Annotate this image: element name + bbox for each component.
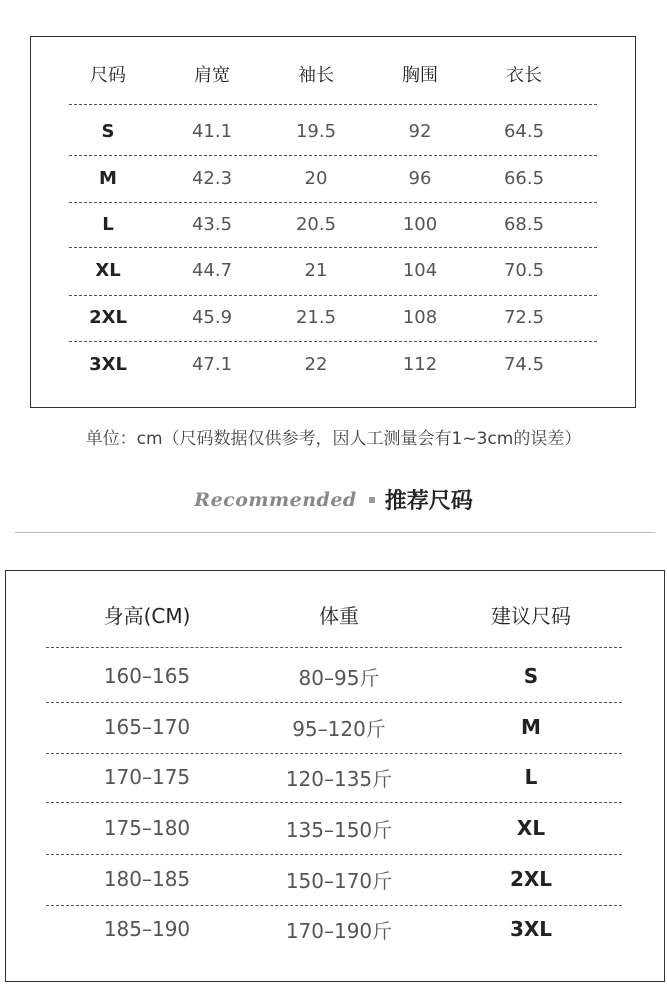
recommended-cn-title: 推荐尺码 [384,489,473,514]
divider [46,753,622,754]
divider [46,854,622,855]
sleeve-cell: 19.5 [295,120,337,142]
length-cell: 70.5 [503,259,545,281]
divider [69,247,597,248]
divider [69,341,597,342]
weight-cell: 95–120斤 [292,716,386,741]
chest-cell: 92 [408,120,432,142]
rec-table-header [51,597,627,631]
size-cell: 3XL [509,917,553,941]
chest-cell: 112 [402,353,438,375]
divider [69,104,597,105]
table-row [56,116,596,146]
size-cell: XL [95,259,121,281]
shoulder-cell: 41.1 [191,120,233,142]
table-row [51,710,627,744]
chest-cell: 96 [408,167,432,189]
length-cell: 72.5 [503,306,545,328]
sleeve-cell: 20 [304,167,328,189]
shoulder-cell: 42.3 [191,167,233,189]
size-chart-table [30,36,636,408]
header-size: 尺码 [90,65,126,86]
size-table-header [56,59,596,89]
size-cell: 3XL [89,353,127,375]
sleeve-cell: 20.5 [295,213,337,235]
table-row [51,760,627,794]
size-cell: 2XL [89,306,127,328]
size-cell: L [102,213,114,235]
table-row [56,302,596,332]
chest-cell: 104 [402,259,438,281]
table-row [56,209,596,239]
size-cell: S [523,664,539,688]
title-separator-dot [369,497,375,503]
length-cell: 74.5 [503,353,545,375]
shoulder-cell: 47.1 [191,353,233,375]
table-row [51,659,627,693]
header-shoulder: 肩宽 [194,65,230,86]
shoulder-cell: 44.7 [191,259,233,281]
divider [69,202,597,203]
divider [69,155,597,156]
recommended-script-title: Recommended [194,488,357,511]
sleeve-cell: 21.5 [295,306,337,328]
divider [46,802,622,803]
length-cell: 64.5 [503,120,545,142]
table-row [56,349,596,379]
table-row [51,912,627,946]
height-cell: 160–165 [103,664,191,688]
size-cell: S [101,120,115,142]
header-weight: 体重 [319,603,359,628]
weight-cell: 120–135斤 [285,766,393,791]
size-cell: M [99,167,117,189]
table-row [51,811,627,845]
section-divider [15,532,655,533]
shoulder-cell: 45.9 [191,306,233,328]
header-length: 衣长 [506,65,542,86]
unit-note: 单位：cm（尺码数据仅供参考，因人工测量会有1~3cm的误差） [85,429,582,449]
divider [46,905,622,906]
weight-cell: 135–150斤 [285,817,393,842]
weight-cell: 150–170斤 [285,868,393,893]
table-row [56,163,596,193]
header-recommended-size: 建议尺码 [491,603,571,628]
height-cell: 165–170 [103,715,191,739]
shoulder-cell: 43.5 [191,213,233,235]
header-height: 身高(CM) [103,603,191,628]
length-cell: 66.5 [503,167,545,189]
chest-cell: 100 [402,213,438,235]
divider [69,295,597,296]
divider [46,702,622,703]
height-cell: 175–180 [103,816,191,840]
divider [46,647,622,648]
weight-cell: 170–190斤 [285,918,393,943]
height-cell: 185–190 [103,917,191,941]
height-cell: 180–185 [103,867,191,891]
header-sleeve: 袖长 [298,65,334,86]
size-cell: 2XL [509,867,553,891]
size-cell: M [521,715,541,739]
table-row [56,255,596,285]
length-cell: 68.5 [503,213,545,235]
chest-cell: 108 [402,306,438,328]
weight-cell: 80–95斤 [298,665,380,690]
table-row [51,862,627,896]
sleeve-cell: 21 [304,259,328,281]
size-cell: L [524,765,538,789]
sleeve-cell: 22 [304,353,328,375]
header-chest: 胸围 [402,65,438,86]
recommended-size-table [5,570,665,982]
recommended-heading [0,484,667,515]
size-cell: XL [516,816,546,840]
height-cell: 170–175 [103,765,191,789]
